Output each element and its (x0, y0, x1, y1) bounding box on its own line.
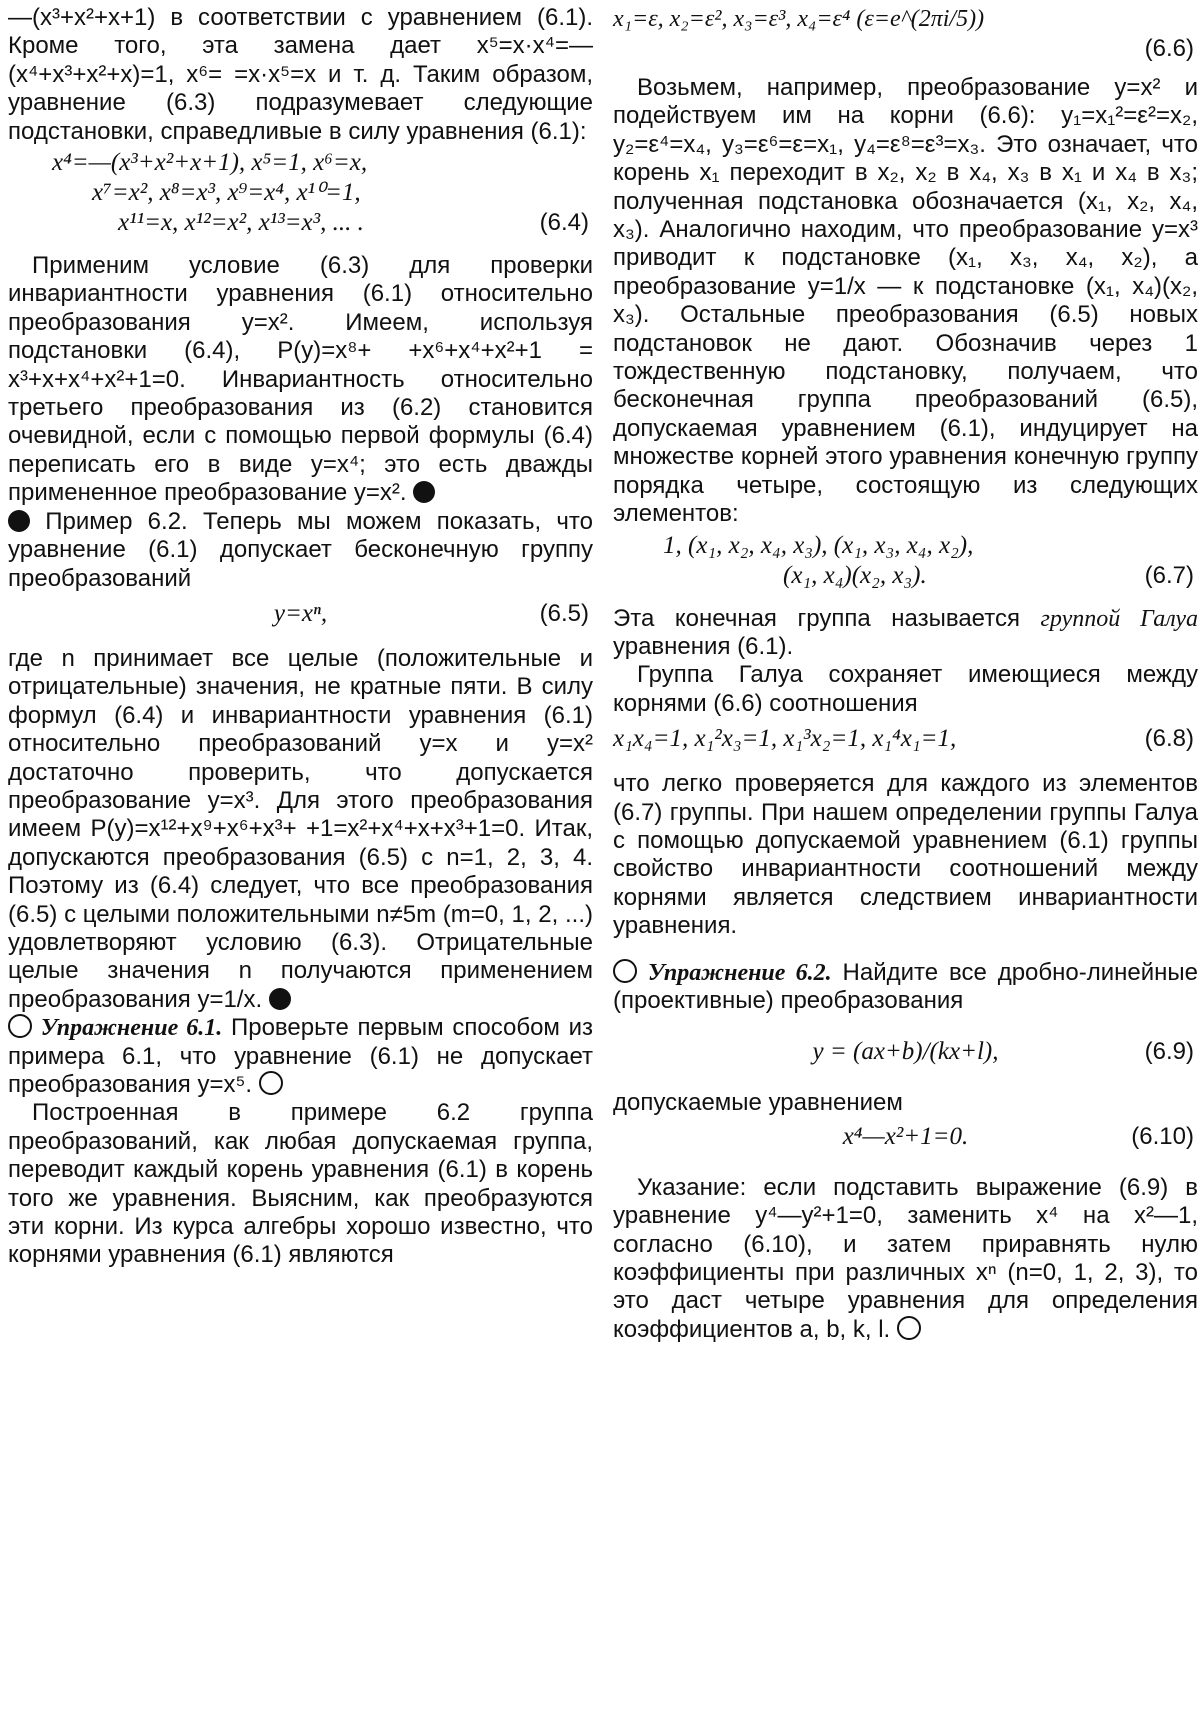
equation-number-6-8: (6.8) (1144, 725, 1194, 753)
equation-6-5 (8, 599, 593, 629)
equation-6-10 (613, 1122, 1198, 1152)
exercise-6-1-title: Упражнение 6.1. (40, 1015, 223, 1042)
exercise-2-start-marker-icon (613, 959, 637, 983)
exercise-2-end-marker-icon (897, 1316, 921, 1340)
equation-number-6-9: (6.9) (1144, 1038, 1194, 1066)
equation-6-9 (613, 1037, 1198, 1067)
exercise-end-marker-icon (259, 1071, 283, 1095)
equation-number-6-6: (6.6) (1144, 35, 1194, 62)
right-paragraph-6: Указание: если подставить выражение (6.9) в уравнение y⁴—y²+1=0, заменить x⁴ на x²—1, согласно (6.10), и затем приравнять нулю коэффициенты при различных xⁿ (n=0, 1, 2, 3), то это даст четыре уравнения для определения коэффициентов a, b, k, l. (613, 1173, 1198, 1343)
equation-6-10-formula: x⁴—x²+1=0. (842, 1122, 969, 1150)
left-paragraph-1: —(x³+x²+x+1) в соответствии с уравнением (6.1). Кроме того, эта замена дает x⁵=x·x⁴=—(x⁴+x³+x²+x)=1, x⁶= =x·x⁵=x и т. д. Таким образом, уравнение (6.3) подразумевает следующие подстановки, справедливые в силу уравнения (6.1): (8, 4, 593, 145)
galois-group-term: группой Галуа (1040, 605, 1199, 632)
exercise-6-2-title: Упражнение 6.2. (647, 959, 832, 986)
equation-6-7 (613, 531, 1198, 591)
left-column (8, 4, 593, 1270)
equation-6-4 (8, 148, 593, 238)
exercise-6-2-text: Найдите все дробно-линейные (проективные) преобразования (613, 958, 1199, 1014)
equation-number-6-7: (6.7) (1144, 561, 1194, 589)
equation-6-4-line-3: x¹¹=x, x¹²=x², x¹³=x³, ... . (118, 209, 364, 237)
equation-number-6-10: (6.10) (1131, 1122, 1194, 1150)
right-paragraph-1: Возьмем, например, преобразование y=x² и подействуем им на корни (6.6): y₁=x₁²=ε²=x₂, y₂=ε⁴=x₄, y₃=ε⁶=ε=x₁, y₄=ε⁸=ε³=x₃. Это означает, что корень x₁ переходит в x₂, x₂ в x₄, x₃ в x₁ и x₄ в x₃; полученная подстановка обозначается (x₁, x₂, x₄, x₃). Аналогично находим, что преобразование y=x³ приводит к подстановке (x₁, x₃, x₄, x₂), а преобразование y=1/x — к подстановке (x₁, x₄)(x₂, x₃). Остальные преобразования (6.5) новых подстановок не дают. Обозначив через 1 тождественную подстановку, получаем, что бесконечная группа преобразований (6.5), допускаемая уравнением (6.1), индуцирует на множестве корней этого уравнения конечную группу порядка четыре, состоящую из следующих элементов: (613, 74, 1198, 528)
example-start-marker-icon (8, 510, 30, 532)
equation-6-6 (613, 4, 1198, 34)
equation-6-6-formula: x₁=ε, x₂=ε², x₃=ε³, x₄=ε⁴ (ε=e^(2πi/5)) (613, 6, 985, 32)
left-paragraph-5: Построенная в примере 6.2 группа преобразований, как любая допускаемая группа, переводит каждый корень уравнения (6.1) в корень того же уравнения. Выясним, как преобразуются эти корни. Из курса алгебры хорошо известно, что корнями уравнения (6.1) являются (8, 1099, 593, 1269)
right-paragraph-2-start: Эта конечная группа называется (613, 604, 1020, 632)
exercise-6-1-text: Проверьте первым способом из примера 6.1, что уравнение (6.1) не допускает преобразования y=x⁵. (8, 1014, 594, 1098)
equation-6-4-line-1: x⁴=—(x³+x²+x+1), x⁵=1, x⁶=x, (52, 149, 368, 177)
left-paragraph-3: Пример 6.2. Теперь мы можем показать, что уравнение (6.1) допускает бесконечную группу преобразований (8, 507, 594, 592)
equation-6-8-formula: x₁x₄=1, x₁²x₃=1, x₁³x₂=1, x₁⁴x₁=1, (613, 725, 957, 753)
left-paragraph-4: где n принимает все целые (положительные и отрицательные) значения, не кратные пяти. В силу формул (6.4) и инвариантности уравнения (6.1) относительно преобразований y=x и y=x² достаточно проверить, что допускается преобразование y=x³. Для этого преобразования имеем P(y)=x¹²+x⁹+x⁶+x³+ +1=x²+x⁴+x+x³+1=0. Итак, допускаются преобразования (6.5) с n=1, 2, 3, 4. Поэтому из (6.4) следует, что все преобразования (6.5) с целыми положительными n≠5m (m=0, 1, 2, ...) удовлетворяют условию (6.3). Отрицательные целые значения n получаются применением преобразования y=1/x. (8, 644, 593, 1013)
equation-6-9-formula: y = (ax+b)/(kx+l), (812, 1038, 999, 1066)
right-paragraph-3: Группа Галуа сохраняет имеющиеся между корнями (6.6) соотношения (613, 661, 1198, 717)
exercise-start-marker-icon (8, 1014, 32, 1038)
equation-number-6-5: (6.5) (539, 599, 589, 627)
equation-6-7-line-1: 1, (x₁, x₂, x₄, x₃), (x₁, x₃, x₄, x₂), (663, 531, 974, 559)
equation-6-8 (613, 724, 1198, 754)
equation-6-5-formula: y=xⁿ, (273, 599, 328, 627)
equation-6-7-line-2: (x₁, x₄)(x₂, x₃). (783, 561, 927, 589)
equation-number-6-4: (6.4) (539, 209, 589, 237)
right-paragraph-2-end: уравнения (6.1). (613, 632, 794, 660)
right-paragraph-5: допускаемые уравнением (613, 1089, 903, 1117)
end-of-example-marker-icon-2 (269, 988, 291, 1010)
right-column (613, 4, 1198, 1344)
left-paragraph-2: Применим условие (6.3) для проверки инвариантности уравнения (6.1) относительно преобразования y=x². Имеем, используя подстановки (6.4), P(y)=x⁸+ +x⁶+x⁴+x²+1 = x³+x+x⁴+x²+1=0. Инвариантность относительно третьего преобразования из (6.2) становится очевидной, если с помощью первой формулы (6.4) переписать его в виде y=x⁴; это есть дважды примененное преобразование y=x². (8, 252, 593, 507)
right-paragraph-4: что легко проверяется для каждого из элементов (6.7) группы. При нашем определении группы Галуа с помощью допускаемой уравнением (6.1) группы свойство инвариантности соотношений между корнями является следствием инвариантности уравнения. (613, 770, 1198, 940)
end-of-example-marker-icon (413, 481, 435, 503)
equation-6-4-line-2: x⁷=x², x⁸=x³, x⁹=x⁴, x¹⁰=1, (92, 179, 361, 207)
